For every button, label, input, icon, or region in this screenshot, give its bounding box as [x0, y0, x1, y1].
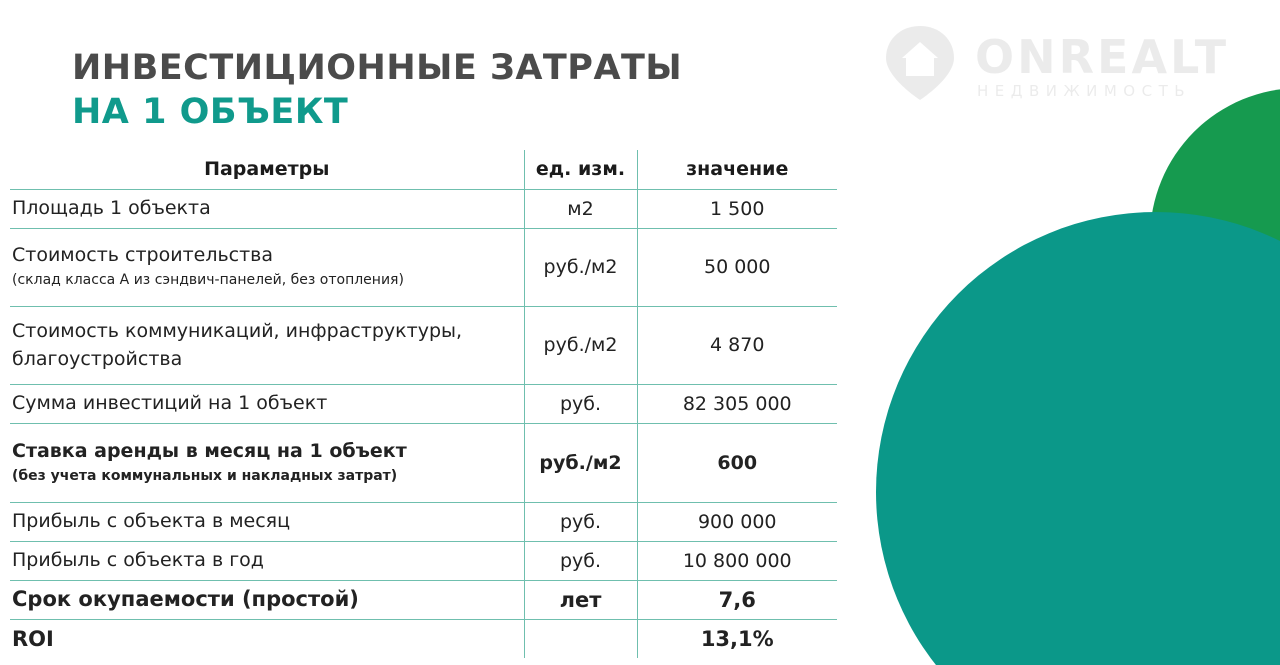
row-value: 900 000: [637, 502, 837, 541]
table-row: [10, 580, 837, 619]
row-param: Стоимость строительства: [12, 244, 274, 267]
row-param: Стоимость коммуникаций, инфраструктуры, благоустройства: [10, 306, 524, 384]
row-param: ROI: [12, 626, 54, 651]
row-param: Прибыль с объекта в год: [10, 541, 524, 580]
row-unit: лет: [524, 580, 637, 619]
table-row: [10, 423, 837, 502]
table-row: [10, 384, 837, 423]
table-row: [10, 541, 837, 580]
table-row: [10, 228, 837, 306]
row-param: Срок окупаемости (простой): [10, 580, 524, 619]
row-param-cell: [10, 423, 524, 502]
page-title-line1: ИНВЕСТИЦИОННЫЕ ЗАТРАТЫ: [72, 48, 683, 88]
row-param-cell: [10, 228, 524, 306]
header-parameters: Параметры: [10, 150, 524, 189]
row-param: Ставка аренды в месяц на 1 объект: [12, 439, 407, 462]
row-param: Площадь 1 объекта: [10, 189, 524, 228]
row-note: (без учета коммунальных и накладных затрат): [12, 467, 398, 484]
logo: [880, 22, 1240, 102]
row-value: 600: [637, 423, 837, 502]
table-row: [10, 502, 837, 541]
row-unit: [524, 619, 637, 658]
row-value: 13,1%: [637, 619, 837, 658]
header-value: значение: [637, 150, 837, 189]
table-row: [10, 306, 837, 384]
row-unit: м2: [524, 189, 637, 228]
row-unit: руб./м2: [524, 423, 637, 502]
house-pin-icon: [880, 22, 960, 102]
investment-table: [10, 150, 837, 658]
page-title-line2: НА 1 ОБЪЕКТ: [72, 92, 349, 132]
row-value: 7,6: [637, 580, 837, 619]
row-unit: руб.: [524, 384, 637, 423]
logo-wordmark: ONREALT: [975, 30, 1230, 84]
row-unit: руб./м2: [524, 306, 637, 384]
row-value: 10 800 000: [637, 541, 837, 580]
table-row: [10, 619, 837, 658]
table-header-row: [10, 150, 837, 189]
row-unit: руб./м2: [524, 228, 637, 306]
row-param: Сумма инвестиций на 1 объект: [10, 384, 524, 423]
decor-circle-teal: [876, 212, 1280, 665]
table-row: [10, 189, 837, 228]
row-param: Прибыль с объекта в месяц: [10, 502, 524, 541]
row-value: 1 500: [637, 189, 837, 228]
row-value: 50 000: [637, 228, 837, 306]
row-note: (склад класса А из сэндвич-панелей, без отопления): [12, 272, 404, 289]
row-unit: руб.: [524, 541, 637, 580]
logo-tagline: НЕДВИЖИМОСТЬ: [977, 82, 1192, 100]
row-unit: руб.: [524, 502, 637, 541]
header-unit: ед. изм.: [524, 150, 637, 189]
row-value: 82 305 000: [637, 384, 837, 423]
row-value: 4 870: [637, 306, 837, 384]
